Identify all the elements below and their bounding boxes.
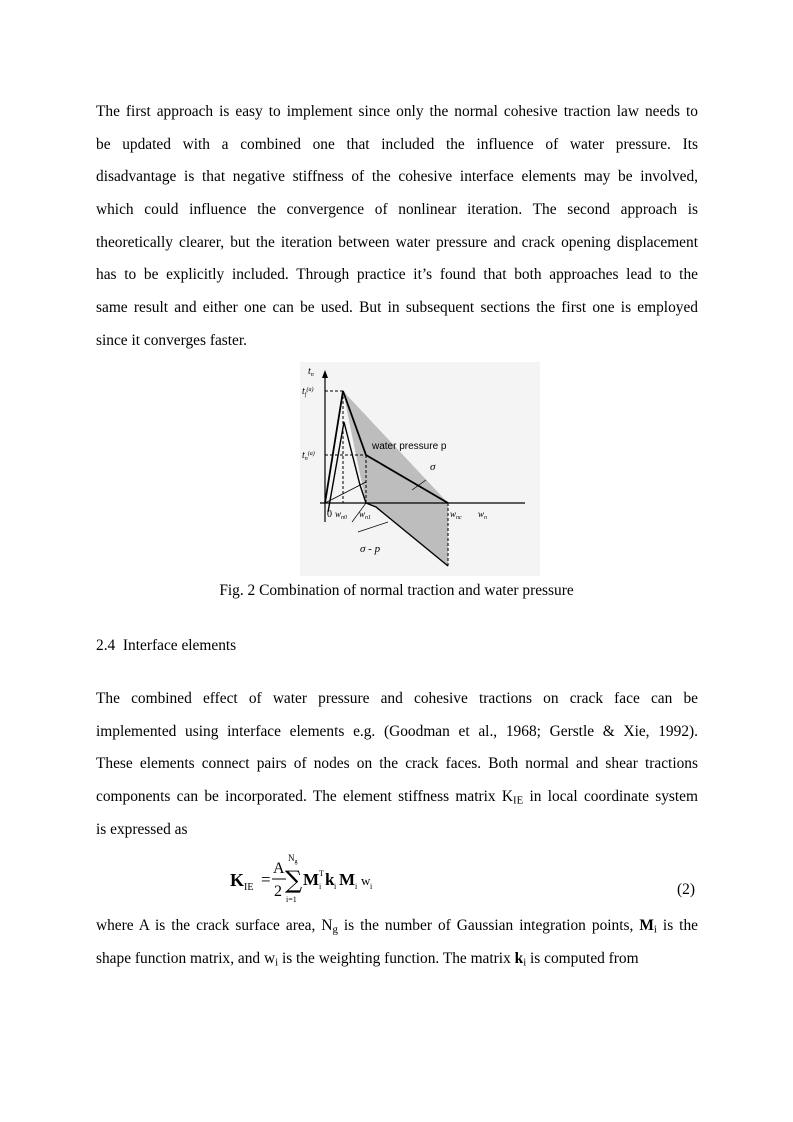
x-axis-label: $w_n$ bbox=[478, 509, 488, 521]
origin-label: 0 bbox=[327, 509, 332, 520]
paragraph-line: has to be explicitly included. Through practice it’s found that both approaches lead to the bbox=[96, 266, 698, 284]
paragraph-line: disadvantage is that negative stiffness of the cohesive interface elements may be involved, bbox=[96, 168, 698, 186]
paragraph-line: be updated with a combined one that included the influence of water pressure. Its bbox=[96, 135, 698, 153]
traction-water-pressure-diagram bbox=[300, 362, 540, 576]
ft-label: $t_f^{(a)}$ bbox=[302, 386, 314, 398]
paragraph-line: where A is the crack surface area, $N_g$ is the number of Gaussian integration points, $M_i$ is the bbox=[96, 917, 698, 936]
svg-text:K: K bbox=[230, 870, 245, 890]
stiffness-equation bbox=[228, 848, 528, 908]
paragraph-line: since it converges faster. bbox=[96, 331, 248, 349]
svg-text:2: 2 bbox=[274, 883, 282, 900]
svg-text:M: M bbox=[303, 870, 320, 889]
svg-text:A: A bbox=[273, 860, 285, 877]
paragraph-line: components can be incorporated. The element stiffness matrix $K_{IE}$ in local coordinate system bbox=[96, 788, 698, 807]
paragraph-line: The combined effect of water pressure and cohesive tractions on crack face can be bbox=[96, 690, 698, 707]
paragraph-line: shape function matrix, and $w_i$ is the weighting function. The matrix $k_i$ is computed from bbox=[96, 949, 639, 969]
svg-text:w: w bbox=[361, 873, 371, 888]
water-pressure-label: water pressure p bbox=[372, 441, 447, 452]
paragraph-line: is expressed as bbox=[96, 820, 188, 838]
paragraph-line: theoretically clearer, but the iteration between water pressure and crack opening displacement bbox=[96, 233, 698, 251]
svg-text:T: T bbox=[319, 869, 324, 878]
svg-text:i: i bbox=[334, 882, 337, 891]
paragraph-line: same result and either one can be used. But in subsequent sections the first one is employed bbox=[96, 299, 698, 317]
svg-text:=: = bbox=[261, 870, 271, 889]
paragraph-line: The first approach is easy to implement since only the normal cohesive traction law needs to bbox=[96, 103, 698, 120]
svg-text:IE: IE bbox=[244, 882, 254, 893]
paragraph-line: implemented using interface elements e.g. (Goodman et al., 1968; Gerstle & Xie, 1992). bbox=[96, 722, 698, 740]
summation-symbol: ∑ bbox=[285, 866, 303, 894]
paragraph-line: which could influence the convergence of nonlinear iteration. The second approach is bbox=[96, 201, 698, 219]
svg-text:k: k bbox=[325, 870, 335, 889]
sigma-minus-p-label: σ - p bbox=[360, 543, 381, 555]
y-axis-label: $t_n$ bbox=[308, 366, 314, 378]
fb-label: $t_n^{(a)}$ bbox=[302, 450, 315, 462]
svg-text:i=1: i=1 bbox=[286, 895, 297, 904]
paragraph-2 bbox=[96, 683, 698, 846]
wnc-label: $w_{nc}$ bbox=[450, 509, 462, 521]
paragraph-3 bbox=[96, 910, 698, 975]
figure-caption: Fig. 2 Combination of normal traction and water pressure bbox=[219, 582, 574, 599]
paragraph-line: These elements connect pairs of nodes on the crack faces. Both normal and shear tractions bbox=[96, 755, 698, 773]
wn0-label: $w_{n0}$ bbox=[335, 509, 348, 521]
svg-text:i: i bbox=[319, 882, 322, 891]
svg-text:i: i bbox=[355, 882, 358, 891]
wn1-label: $w_{n1}$ bbox=[359, 509, 372, 521]
sigma-label: σ bbox=[430, 461, 436, 473]
paragraph-1 bbox=[96, 96, 698, 358]
svg-text:i: i bbox=[370, 882, 373, 891]
equation-number: (2) bbox=[677, 881, 695, 898]
section-heading: 2.4 Interface elements bbox=[96, 637, 237, 654]
svg-text:Ng: $N_g$ bbox=[288, 853, 298, 865]
svg-text:M: M bbox=[339, 870, 356, 889]
